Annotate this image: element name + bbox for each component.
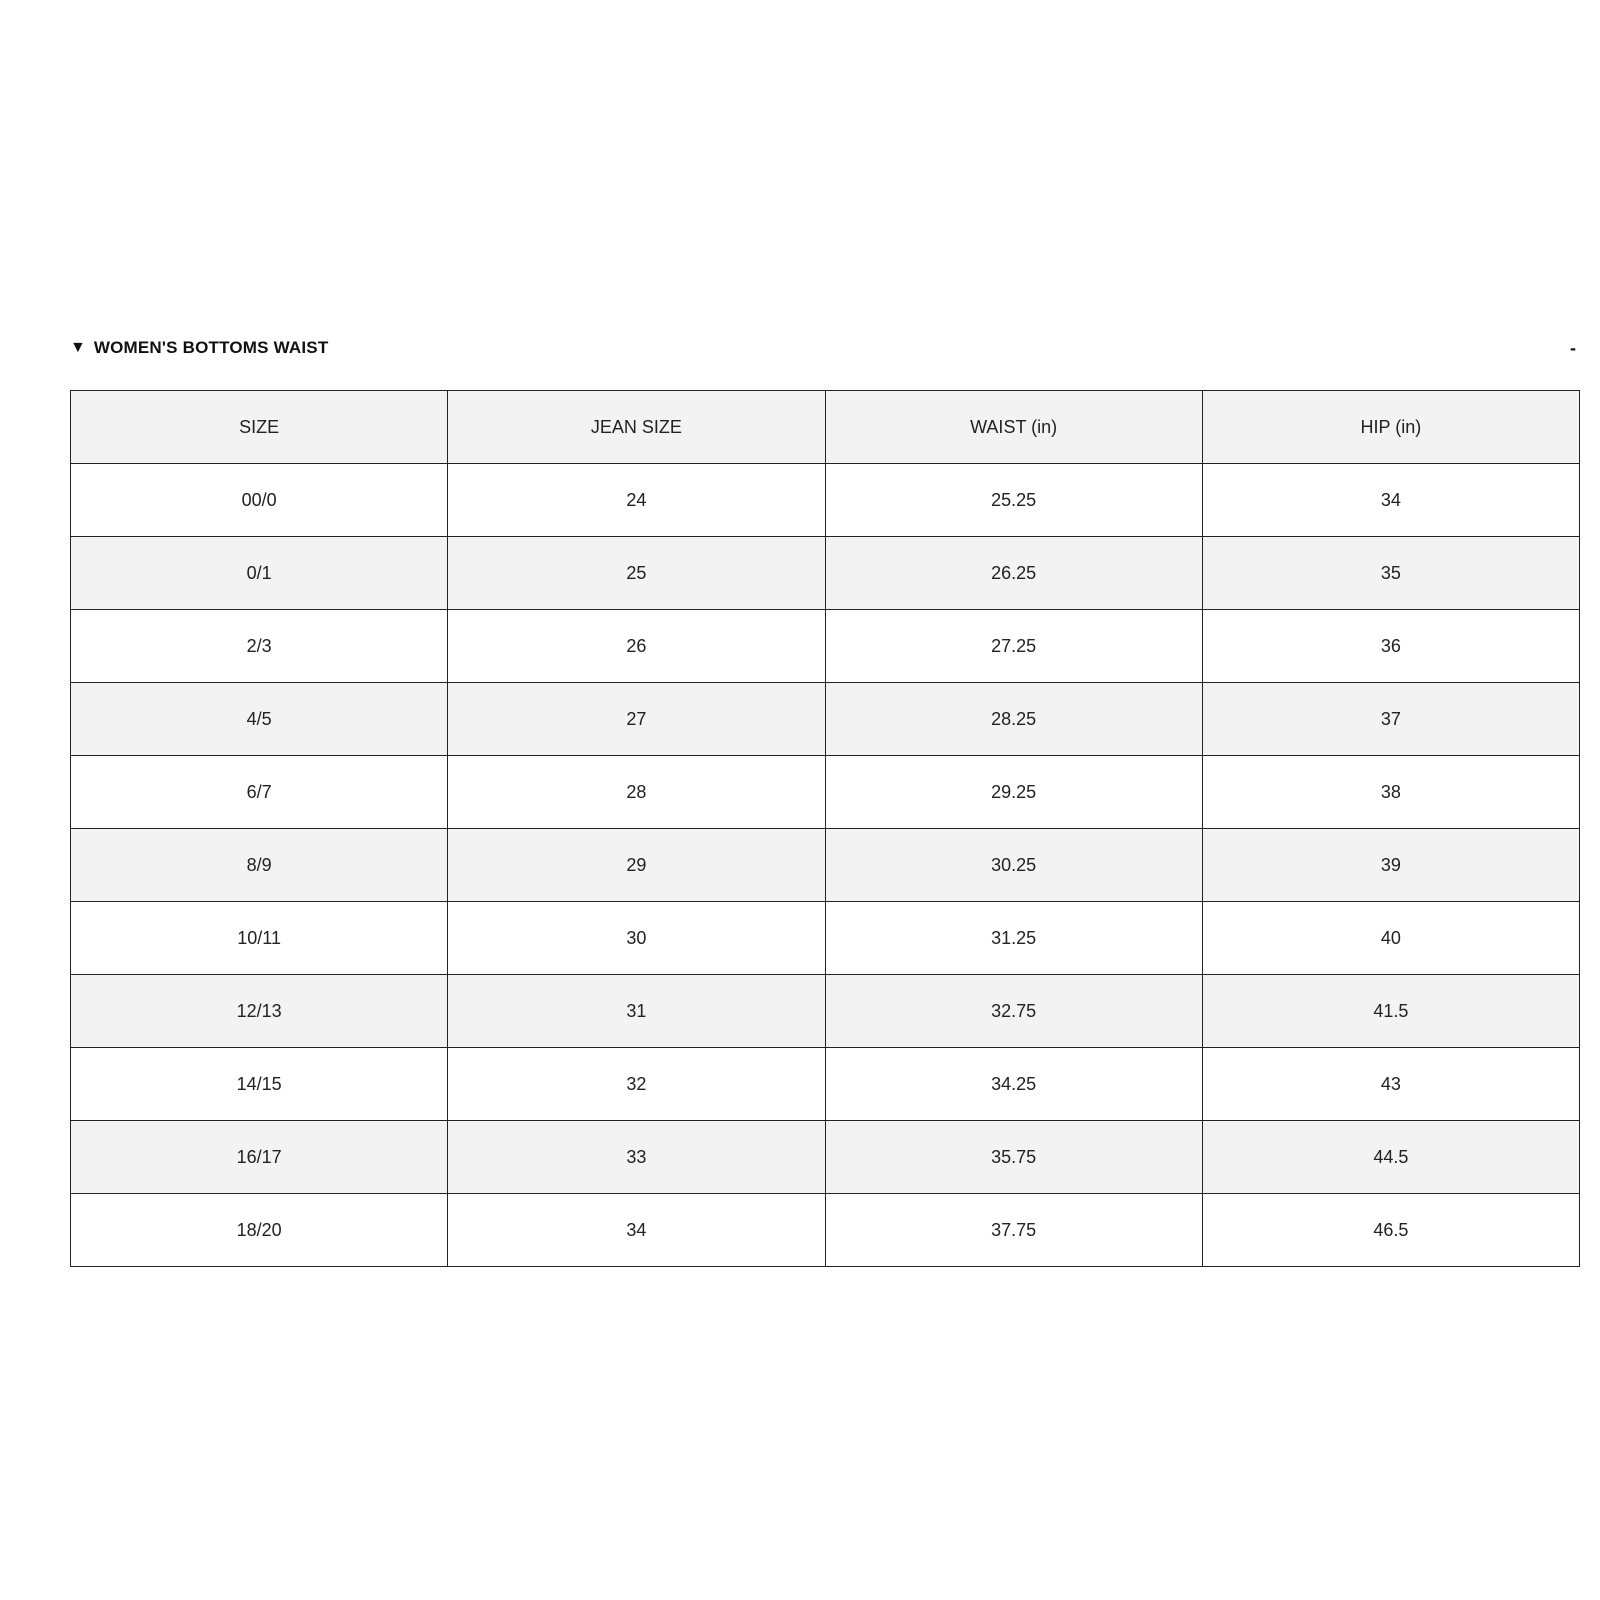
triangle-down-icon: ▼ [70,339,86,356]
cell-waist: 32.75 [825,975,1202,1048]
cell-hip: 36 [1202,610,1579,683]
cell-hip: 46.5 [1202,1194,1579,1267]
cell-size: 4/5 [71,683,448,756]
cell-waist: 26.25 [825,537,1202,610]
cell-waist: 27.25 [825,610,1202,683]
header-waist: WAIST (in) [825,391,1202,464]
cell-jean-size: 28 [448,756,825,829]
cell-jean-size: 29 [448,829,825,902]
cell-jean-size: 25 [448,537,825,610]
cell-hip: 35 [1202,537,1579,610]
cell-size: 14/15 [71,1048,448,1121]
cell-waist: 30.25 [825,829,1202,902]
cell-waist: 31.25 [825,902,1202,975]
table-row [71,1194,1580,1267]
table-row [71,537,1580,610]
table-row [71,829,1580,902]
cell-size: 0/1 [71,537,448,610]
cell-jean-size: 26 [448,610,825,683]
cell-waist: 28.25 [825,683,1202,756]
cell-size: 12/13 [71,975,448,1048]
cell-waist: 29.25 [825,756,1202,829]
cell-hip: 34 [1202,464,1579,537]
table-row [71,1121,1580,1194]
cell-hip: 41.5 [1202,975,1579,1048]
cell-jean-size: 32 [448,1048,825,1121]
cell-jean-size: 27 [448,683,825,756]
cell-waist: 35.75 [825,1121,1202,1194]
cell-jean-size: 30 [448,902,825,975]
table-row [71,756,1580,829]
section-title: WOMEN'S BOTTOMS WAIST [93,338,329,357]
section-title-wrap [70,338,328,358]
table-header-row [71,391,1580,464]
table-row [71,610,1580,683]
cell-size: 8/9 [71,829,448,902]
cell-hip: 38 [1202,756,1579,829]
section-header-womens-bottoms-waist[interactable] [70,330,1580,366]
size-chart-table [70,390,1580,1267]
cell-size: 2/3 [71,610,448,683]
cell-jean-size: 24 [448,464,825,537]
cell-jean-size: 33 [448,1121,825,1194]
cell-hip: 39 [1202,829,1579,902]
table-row [71,683,1580,756]
cell-size: 16/17 [71,1121,448,1194]
cell-jean-size: 34 [448,1194,825,1267]
cell-hip: 40 [1202,902,1579,975]
cell-size: 00/0 [71,464,448,537]
header-size: SIZE [71,391,448,464]
table-row [71,902,1580,975]
cell-waist: 34.25 [825,1048,1202,1121]
cell-size: 18/20 [71,1194,448,1267]
cell-hip: 37 [1202,683,1579,756]
cell-waist: 37.75 [825,1194,1202,1267]
cell-size: 6/7 [71,756,448,829]
table-row [71,464,1580,537]
cell-hip: 43 [1202,1048,1579,1121]
collapse-toggle-button[interactable]: - [1570,337,1576,358]
table-row [71,1048,1580,1121]
header-hip: HIP (in) [1202,391,1579,464]
cell-waist: 25.25 [825,464,1202,537]
cell-jean-size: 31 [448,975,825,1048]
cell-size: 10/11 [71,902,448,975]
header-jean-size: JEAN SIZE [448,391,825,464]
table-row [71,975,1580,1048]
cell-hip: 44.5 [1202,1121,1579,1194]
